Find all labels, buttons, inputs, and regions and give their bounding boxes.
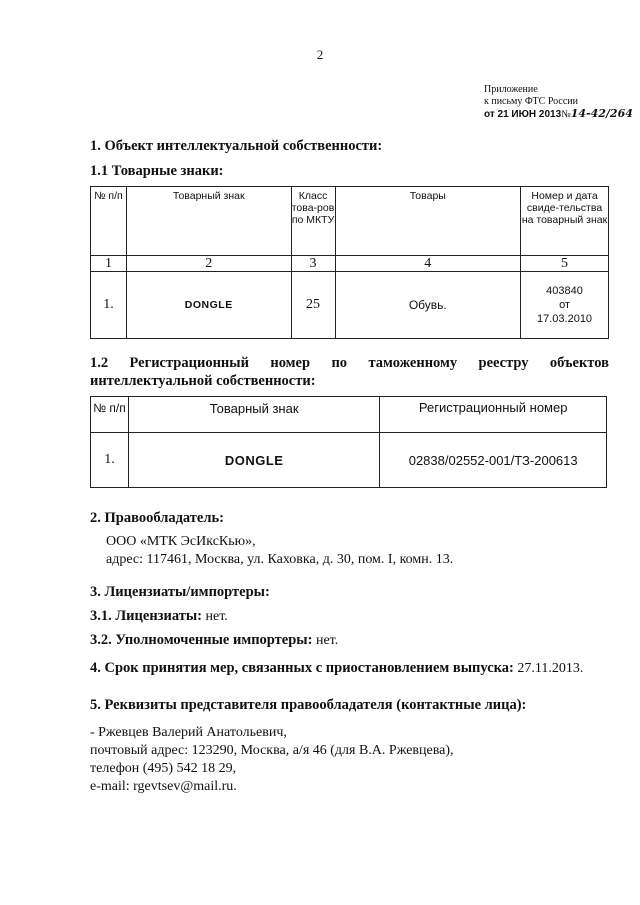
- certificate: [521, 272, 609, 339]
- table-row: [91, 433, 607, 488]
- section4-label: 4. Срок принятия мер, связанных с приостановлением выпуска:: [90, 660, 514, 676]
- section1-heading: 1. Объект интеллектуальной собственности:: [90, 138, 383, 154]
- importers-value: нет.: [312, 633, 339, 648]
- registration-number: 02838/02552-001/ТЗ-200613: [380, 433, 607, 488]
- contact-phone: телефон (495) 542 18 29,: [90, 761, 237, 776]
- page-number: 2: [316, 47, 324, 62]
- header-reg-number: Регистрационный номер: [380, 397, 607, 433]
- section1-2-heading: [90, 355, 609, 390]
- appendix-letter-ref: к письму ФТС России: [484, 96, 578, 107]
- colnum-1: 1: [91, 256, 127, 272]
- section1-2-heading-line2: интеллектуальной собственности:: [90, 373, 316, 389]
- heading-word: объектов: [549, 355, 609, 371]
- section4-line: [90, 660, 583, 677]
- header-trademark: Товарный знак: [128, 397, 379, 433]
- header-goods: Товары: [335, 187, 521, 256]
- importers-label: 3.2. Уполномоченные импортеры:: [90, 632, 313, 648]
- table-row: [91, 272, 609, 339]
- header-number: № п/п: [91, 187, 127, 256]
- colnum-2: 2: [126, 256, 291, 272]
- mktu-class: 25: [291, 272, 335, 339]
- appendix-note: [484, 84, 633, 121]
- contact-address: почтовый адрес: 123290, Москва, а/я 46 (для В.А. Ржевцева),: [90, 743, 454, 758]
- trademark-dongle: DONGLE: [126, 272, 291, 339]
- appendix-date-number: [484, 108, 633, 121]
- header-trademark: Товарный знак: [126, 187, 291, 256]
- rightholder-name: ООО «МТК ЭсИксКью»,: [106, 534, 256, 549]
- section1-1-heading: 1.1 Товарные знаки:: [90, 163, 224, 179]
- table-header-row: [91, 187, 609, 256]
- appendix-title: Приложение: [484, 84, 538, 95]
- section2-heading: 2. Правообладатель:: [90, 510, 224, 526]
- column-numbers-row: [91, 256, 609, 272]
- heading-word: реестру: [478, 355, 529, 371]
- header-class: Класс това-ров по МКТУ: [291, 187, 335, 256]
- heading-word: таможенному: [368, 355, 458, 371]
- heading-word: по: [331, 355, 348, 371]
- cert-number: 403840: [546, 285, 583, 297]
- importers-line: [90, 632, 338, 649]
- section1-2-heading-line1: [90, 355, 609, 372]
- section4-value: 27.11.2013.: [513, 661, 584, 676]
- licensees-label: 3.1. Лицензиаты:: [90, 608, 203, 624]
- colnum-4: 4: [335, 256, 521, 272]
- contact-block: [90, 724, 454, 796]
- contact-email: e-mail: rgevtsev@mail.ru.: [90, 779, 237, 794]
- goods: Обувь.: [335, 272, 521, 339]
- customs-registry-table: [90, 396, 607, 488]
- colnum-3: 3: [291, 256, 335, 272]
- row-number: 1.: [91, 272, 127, 339]
- number-sign: №: [561, 109, 571, 120]
- licensees-value: нет.: [202, 609, 228, 624]
- rightholder-address: адрес: 117461, Москва, ул. Каховка, д. 30, пом. I, комн. 13.: [106, 552, 454, 567]
- colnum-5: 5: [521, 256, 609, 272]
- cert-date: 17.03.2010: [537, 313, 593, 325]
- trademarks-table: [90, 186, 609, 339]
- licensees-line: [90, 608, 228, 625]
- date-stamp: от 21 ИЮН 2013: [484, 109, 562, 120]
- heading-word: номер: [270, 355, 311, 371]
- trademark-dongle: DONGLE: [128, 433, 379, 488]
- row-number: 1.: [91, 433, 129, 488]
- header-number: № п/п: [91, 397, 129, 433]
- section5-heading: 5. Реквизиты представителя правообладателя (контактные лица):: [90, 697, 527, 713]
- heading-word: Регистрационный: [129, 355, 249, 371]
- table-header-row: [91, 397, 607, 433]
- section3-heading: 3. Лицензиаты/импортеры:: [90, 584, 270, 600]
- heading-word: 1.2: [90, 355, 109, 371]
- contact-name: - Ржевцев Валерий Анатольевич,: [90, 725, 287, 740]
- handwritten-number: 14-42/264: [570, 107, 633, 120]
- header-certificate: Номер и дата свиде-тельства на товарный знак: [521, 187, 609, 256]
- cert-from: от: [559, 299, 570, 311]
- rightholder-block: [106, 533, 453, 569]
